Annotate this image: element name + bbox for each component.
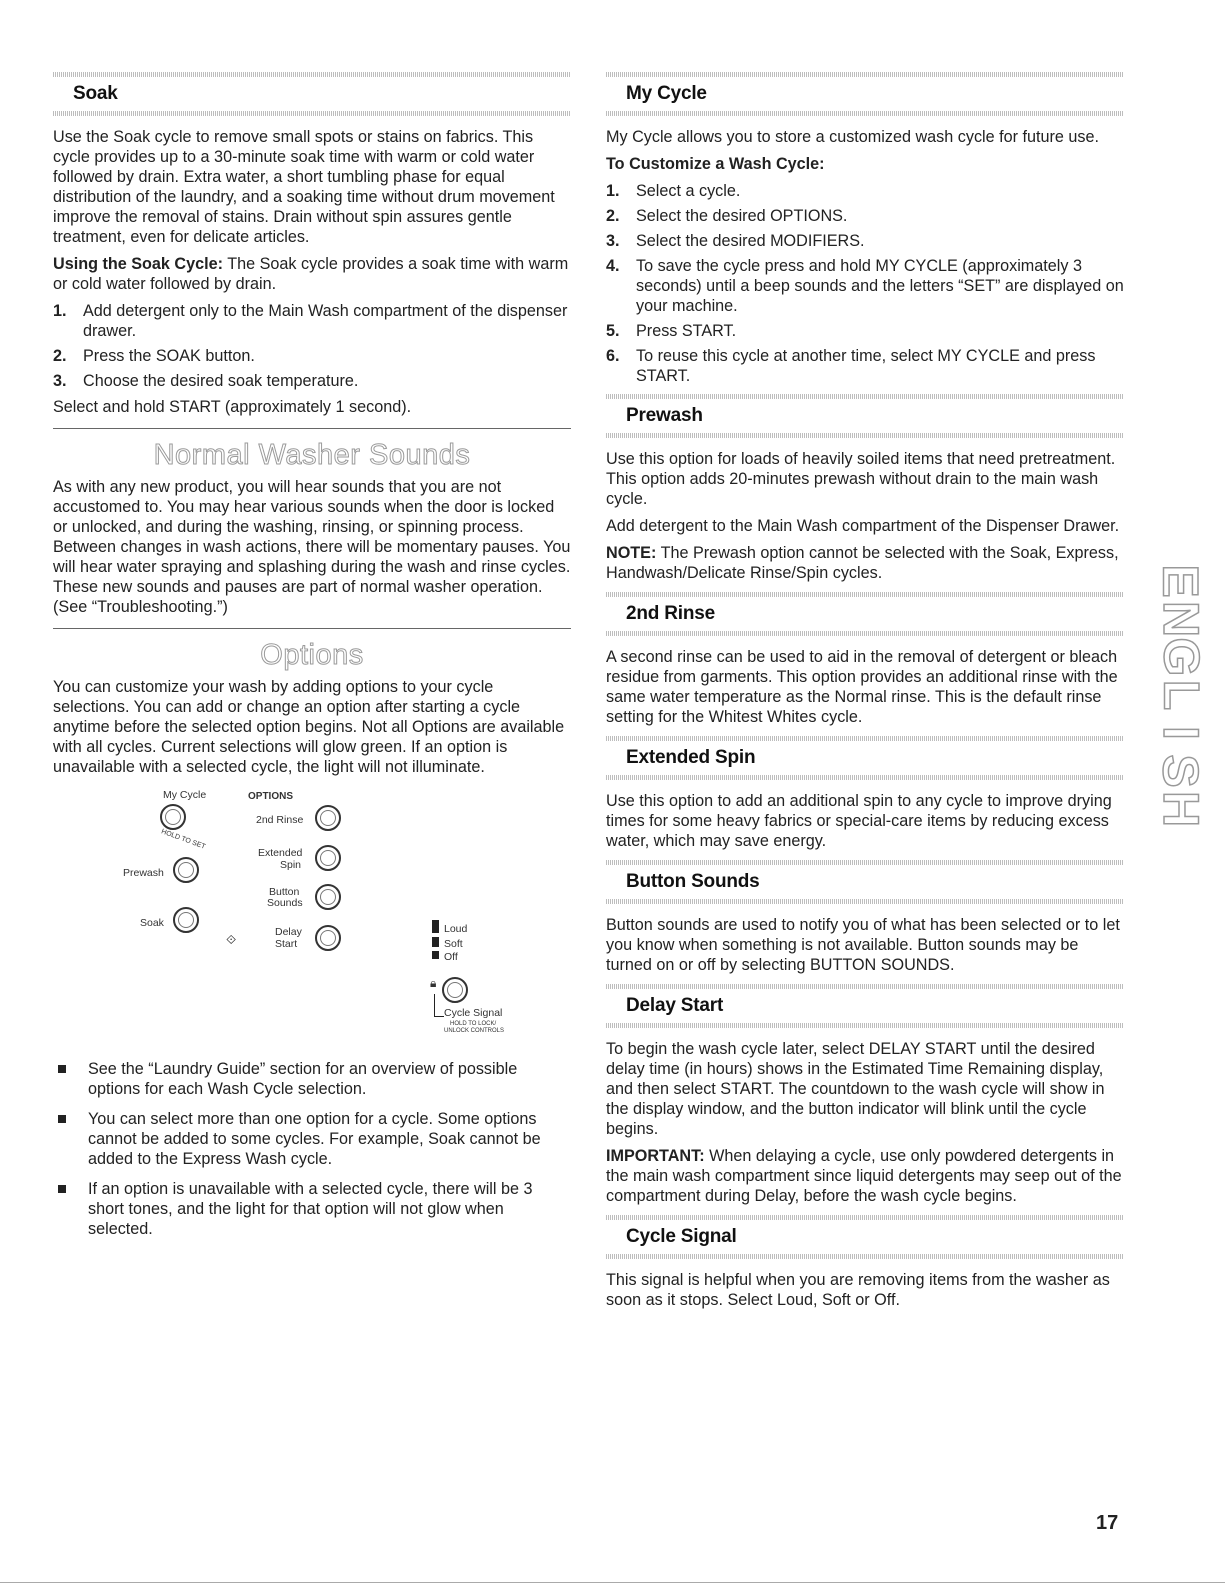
soak-step: [53, 371, 571, 391]
step-number: 3.: [606, 232, 620, 250]
list-item: [53, 1109, 571, 1169]
step-text: Press START.: [636, 322, 737, 340]
step-number: 2.: [606, 207, 620, 225]
lock-icon: 🔒︎: [430, 976, 437, 990]
off-indicator: [432, 951, 439, 959]
soak-using-text: The Soak cycle provides a soak time with warm or cold water followed by drain.: [53, 255, 569, 293]
page-number: 17: [1096, 1512, 1119, 1534]
delay-icon: ⟐: [226, 932, 237, 947]
soak-intro: Use the Soak cycle to remove small spots or stains on fabrics. This cycle provides up to a 30-minute soak time with warm or cold water followed by drain. Extra water, a short tumbling phase for equal distribution of the laundry, and a soaking time without drum movement improve the removal of stains. Drain without spin assures gentle treatment, even for delicate articles.: [53, 128, 555, 246]
options-intro: You can customize your wash by adding options to your cycle selections. You can add or change an option after starting a cycle anytime before the selected option begins. Not all Options are available with all cycles. Current selections will glow green. If an option is unavailable with a selected cycle, the light will not illuminate.: [53, 678, 565, 776]
soak-steps: [53, 301, 571, 391]
step-text: Select the desired OPTIONS.: [636, 207, 848, 225]
my-cycle-label: My Cycle: [163, 789, 207, 801]
divider: [53, 428, 571, 429]
note-label: NOTE:: [606, 544, 657, 562]
soak-button: [173, 907, 199, 933]
extended-spin-button: [315, 845, 341, 871]
left-column: [53, 70, 571, 1249]
step-number: 6.: [606, 347, 620, 365]
bullet-icon: [58, 1185, 66, 1193]
button-label: Button: [269, 886, 300, 898]
prewash-text: Use this option for loads of heavily soiled items that need pretreatment. This option adds 20-minutes prewash without drain to the main wash cycle.: [606, 450, 1116, 508]
note-text: The Prewash option cannot be selected with the Soak, Express, Handwash/Delicate Rinse/Spin cycles.: [606, 544, 1119, 582]
loud-indicator: [432, 920, 439, 933]
step-text: To reuse this cycle at another time, select MY CYCLE and press START.: [636, 347, 1096, 385]
my-cycle-step: [606, 321, 1124, 341]
customize-label: To Customize a Wash Cycle:: [606, 155, 825, 173]
important-label: IMPORTANT:: [606, 1147, 705, 1165]
step-number: 2.: [53, 347, 67, 365]
my-cycle-step: [606, 206, 1124, 226]
cycle-signal-button: [442, 977, 468, 1003]
second-rinse-text: A second rinse can be used to aid in the removal of detergent or bleach residue from garments. This option provides an additional rinse with the same water temperature as the Normal rinse. This is the default rinse setting for the Whitest Whites cycle.: [606, 648, 1118, 726]
step-text: Choose the desired soak temperature.: [83, 372, 359, 390]
hold-to-lock-label: HOLD TO LOCK/: [450, 1021, 497, 1027]
delay-label: Delay: [275, 926, 302, 938]
my-cycle-step: [606, 181, 1124, 201]
my-cycle-title: My Cycle: [626, 83, 707, 104]
bullet-icon: [58, 1115, 66, 1123]
step-number: 5.: [606, 322, 620, 340]
loud-label: Loud: [444, 923, 468, 935]
normal-washer-sounds-title: Normal Washer Sounds: [153, 439, 471, 471]
normal-washer-sounds-text: As with any new product, you will hear sounds that you are not accustomed to. You may hear various sounds when the door is locked or unlocked, and during the washing, rinsing, or spinning process. Between changes in wash actions, there will be momentary pauses. You will hear water spraying and splashing during the wash and rinse cycles. These new sounds and pauses are part of normal washer operation. (See “Troubleshooting.”): [53, 478, 571, 616]
soak-using-label: Using the Soak Cycle:: [53, 255, 224, 273]
off-label: Off: [444, 951, 458, 963]
my-cycle-subheading: [606, 154, 1124, 174]
bracket-line: [434, 994, 435, 1016]
step-text: Add detergent only to the Main Wash compartment of the dispenser drawer.: [83, 302, 568, 340]
cycle-signal-label: Cycle Signal: [444, 1007, 503, 1019]
prewash-note: [606, 543, 1124, 583]
my-cycle-step: [606, 231, 1124, 251]
right-column: [606, 70, 1124, 1317]
control-panel-illustration: [53, 784, 571, 1059]
step-number: 1.: [53, 302, 67, 320]
bracket-line: [434, 1016, 444, 1017]
soak-section-header: [53, 70, 571, 118]
bullet-text: You can select more than one option for a cycle. Some options cannot be added to some cycles. For example, Soak cannot be added to the Express Wash cycle.: [88, 1110, 541, 1168]
second-rinse-button: [315, 805, 341, 831]
unlock-controls-label: UNLOCK CONTROLS: [444, 1028, 505, 1034]
my-cycle-intro: My Cycle allows you to store a customized wash cycle for future use.: [606, 128, 1100, 146]
delay-start-button: [315, 925, 341, 951]
second-rinse-section-header: [606, 590, 1124, 638]
step-text: Select a cycle.: [636, 182, 741, 200]
english-side-tab: [1152, 562, 1210, 828]
side-tab-letter: L: [1152, 679, 1209, 711]
sounds-label: Sounds: [267, 897, 303, 909]
button-sounds-text: Button sounds are used to notify you of what has been selected or to let you know when something is not available. Button sounds may be turned on or off by selecting BUTTON SOUNDS.: [606, 916, 1120, 974]
my-cycle-step: [606, 346, 1124, 386]
side-tab-letter: E: [1152, 564, 1209, 598]
button-sounds-section-header: [606, 858, 1124, 906]
options-bullets: [53, 1059, 571, 1239]
bullet-text: If an option is unavailable with a selected cycle, there will be 3 short tones, and the light for that option will not glow when selected.: [88, 1180, 533, 1238]
soak-title: Soak: [73, 83, 118, 104]
soak-step: [53, 346, 571, 366]
side-tab-letter: S: [1152, 754, 1209, 788]
options-title: Options: [260, 639, 364, 671]
step-number: 4.: [606, 257, 620, 275]
cycle-signal-text: This signal is helpful when you are removing items from the washer as soon as it stops. Select Loud, Soft or Off.: [606, 1271, 1110, 1309]
prewash-button: [173, 857, 199, 883]
start-label: Start: [275, 938, 298, 950]
extended-spin-text: Use this option to add an additional spin to any cycle to improve drying times for some heavy fabrics or special-care items by reducing excess water, which may save energy.: [606, 792, 1112, 850]
soak-label: Soak: [140, 917, 164, 929]
bullet-icon: [58, 1065, 66, 1073]
delay-start-section-header: [606, 982, 1124, 1030]
delay-start-title: Delay Start: [626, 995, 724, 1016]
soak-using-paragraph: [53, 254, 571, 294]
extended-spin-section-header: [606, 734, 1124, 782]
cycle-signal-section-header: [606, 1213, 1124, 1261]
hold-to-set-label: HOLD TO SET: [160, 828, 207, 851]
options-header-label: OPTIONS: [248, 791, 294, 802]
prewash-title: Prewash: [626, 405, 703, 426]
step-text: To save the cycle press and hold MY CYCLE (approximately 3 seconds) until a beep sounds and the letters “SET” are displayed on your machine.: [636, 257, 1124, 315]
delay-start-text: To begin the wash cycle later, select DELAY START until the desired delay time (in hours) shows in the Estimated Time Remaining display, and then select START. The countdown to the wash cycle will show in the display window, and the button indicator will blink until the cycle begins.: [606, 1040, 1105, 1138]
side-tab-letter: I: [1153, 726, 1209, 740]
prewash-detergent-text: Add detergent to the Main Wash compartment of the Dispenser Drawer.: [606, 517, 1120, 535]
step-text: Press the SOAK button.: [83, 347, 255, 365]
second-rinse-label: 2nd Rinse: [256, 814, 304, 826]
my-cycle-steps: [606, 181, 1124, 386]
divider: [53, 628, 571, 629]
step-number: 1.: [606, 182, 620, 200]
step-number: 3.: [53, 372, 67, 390]
prewash-label: Prewash: [123, 867, 164, 879]
bottom-border: [0, 1582, 1225, 1583]
soak-step: [53, 301, 571, 341]
extended-label: Extended: [258, 847, 303, 859]
my-cycle-step: [606, 256, 1124, 316]
soak-final: Select and hold START (approximately 1 second).: [53, 398, 412, 416]
list-item: [53, 1059, 571, 1099]
soft-indicator: [432, 937, 439, 947]
my-cycle-section-header: [606, 70, 1124, 118]
second-rinse-title: 2nd Rinse: [626, 603, 715, 624]
cycle-signal-title: Cycle Signal: [626, 1226, 737, 1247]
soft-label: Soft: [444, 938, 463, 950]
bullet-text: See the “Laundry Guide” section for an overview of possible options for each Wash Cycle selection.: [88, 1060, 518, 1098]
button-sounds-button: [315, 884, 341, 910]
step-text: Select the desired MODIFIERS.: [636, 232, 865, 250]
prewash-section-header: [606, 392, 1124, 440]
side-tab-letter: G: [1153, 637, 1209, 677]
delay-start-important: [606, 1146, 1124, 1206]
spin-label: Spin: [280, 859, 302, 871]
extended-spin-title: Extended Spin: [626, 747, 756, 768]
side-tab-letter: N: [1152, 600, 1209, 638]
important-text: When delaying a cycle, use only powdered detergents in the main wash compartment since liquid detergents may seep out of the compartment during Delay, before the wash cycle begins.: [606, 1147, 1122, 1205]
button-sounds-title: Button Sounds: [626, 871, 760, 892]
side-tab-letter: H: [1152, 790, 1209, 828]
list-item: [53, 1179, 571, 1239]
